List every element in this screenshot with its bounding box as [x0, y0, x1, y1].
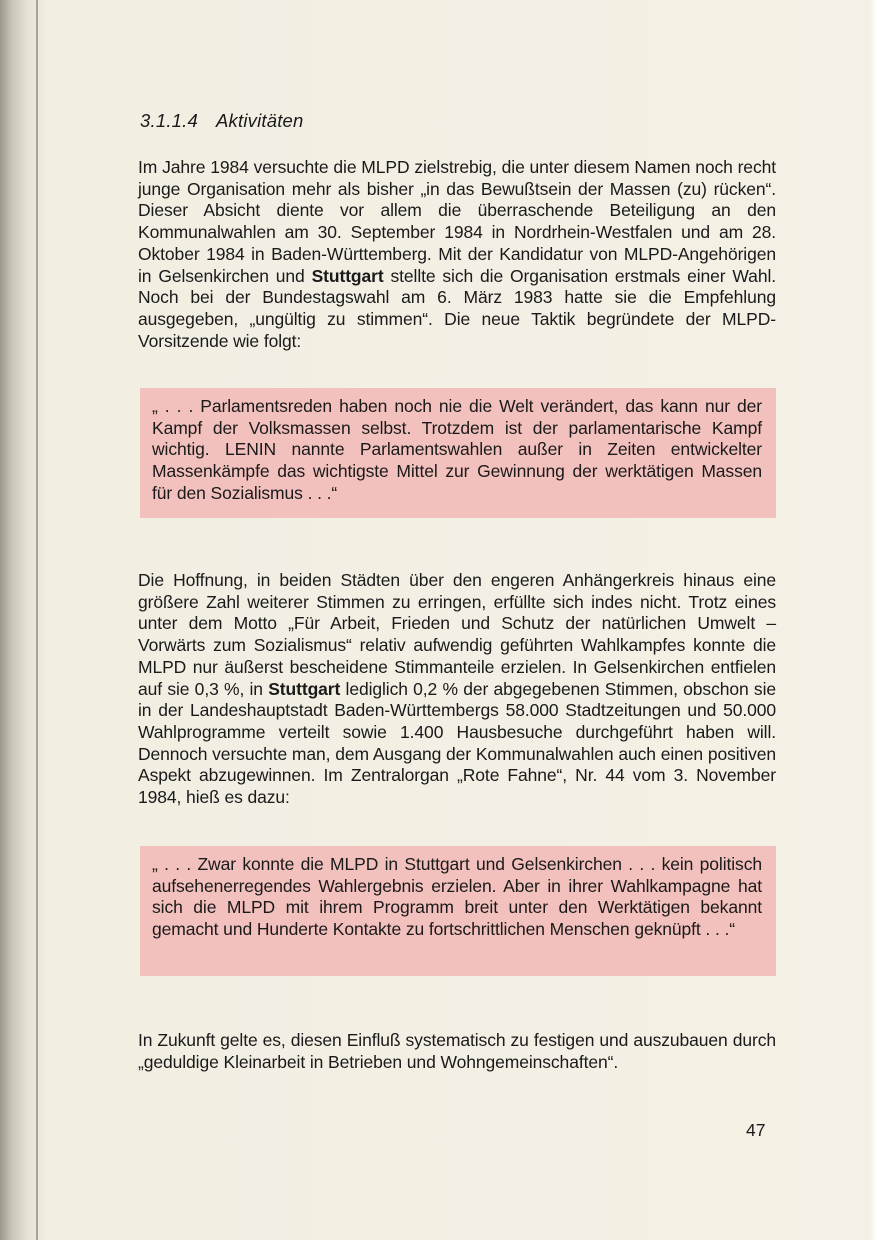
paragraph-result: [138, 570, 776, 809]
highlighted-quote: [140, 388, 776, 518]
paragraph-text: stellte sich die Organisation erstmals einer Wahl. Noch bei der Bundestagswahl am 6. März 1983 hatte sie die Empfehlung ausgegeben, „ungültig zu stimmen“. Die neue Taktik begründete der MLPD-Vorsitzende wie folgt:: [138, 265, 776, 351]
paragraph-text: lediglich 0,2 % der abgegebenen Stimmen, obschon sie in der Landeshauptstadt Baden-Württembergs 58.000 Stadtzeitungen und 50.000 Wahlprogramme verteilt sowie 1.400 Hausbesuche durchgeführt haben will. Dennoch versuchte man, dem Ausgang der Kommunalwahlen auch einen positiven Aspekt abzugewinnen. Im Zentralorgan „Rote Fahne“, Nr. 44 vom 3. November 1984, hieß es dazu:: [138, 678, 776, 808]
bold-term: Stuttgart: [311, 265, 384, 286]
section-heading: [140, 110, 304, 132]
paragraph-text: Die Hoffnung, in beiden Städten über den engeren Anhängerkreis hinaus eine größere Zahl weiterer Stimmen zu erringen, erfüllte sich indes nicht. Trotz eines unter dem Motto „Für Arbeit, Frieden und Schutz der natürlichen Umwelt – Vorwärts zum Sozialismus“ relativ aufwendig geführten Wahlkampfes konnte die MLPD nur äußerst bescheidene Stimmanteile erzielen. In Gelsenkirchen entfielen auf sie 0,3 %, in: [138, 570, 776, 699]
paragraph-intro: [138, 157, 776, 352]
paragraph-conclusion: In Zukunft gelte es, diesen Einfluß systematisch zu festigen und auszubauen durch „geduldige Kleinarbeit in Betrieben und Wohngemeinschaften“.: [138, 1030, 776, 1072]
page-number: 47: [746, 1120, 766, 1140]
section-number: 3.1.1.4: [140, 110, 198, 131]
quote-text: „ . . . Zwar konnte die MLPD in Stuttgart und Gelsenkirchen . . . kein politisch aufsehenerregendes Wahlergebnis erzielen. Aber in ihrer Wahlkampagne hat sich die MLPD mit ihrem Programm breit unter den Werktätigen bekannt gemacht und Hunderte Kontakte zu fortschrittlichen Menschen geknüpft . . .“: [152, 854, 762, 940]
highlighted-quote: [140, 846, 776, 976]
paragraph-text: Im Jahre 1984 versuchte die MLPD zielstrebig, die unter diesem Namen noch recht junge Organisation mehr als bisher „in das Bewußtsein der Massen (zu) rücken“. Dieser Absicht diente vor allem die überraschende Beteiligung an den Kommunalwahlen am 30. September 1984 in Nordrhein-Westfalen und am 28. Oktober 1984 in Baden-Württemberg. Mit der Kandidatur von MLPD-Angehörigen in Gelsenkirchen und: [138, 157, 776, 286]
bold-term: Stuttgart: [268, 678, 341, 699]
quote-text: „ . . . Parlamentsreden haben noch nie die Welt verändert, das kann nur der Kampf der Volksmassen selbst. Trotzdem ist der parlamentarische Kampf wichtig. LENIN nannte Parlamentswahlen außer in Zeiten entwickelter Massenkämpfe das wichtigste Mittel zur Gewinnung der werktätigen Massen für den Sozialismus . . .“: [152, 396, 762, 503]
book-gutter: [36, 0, 38, 1240]
section-title: Aktivitäten: [215, 110, 304, 131]
page-edge: [869, 0, 877, 1240]
